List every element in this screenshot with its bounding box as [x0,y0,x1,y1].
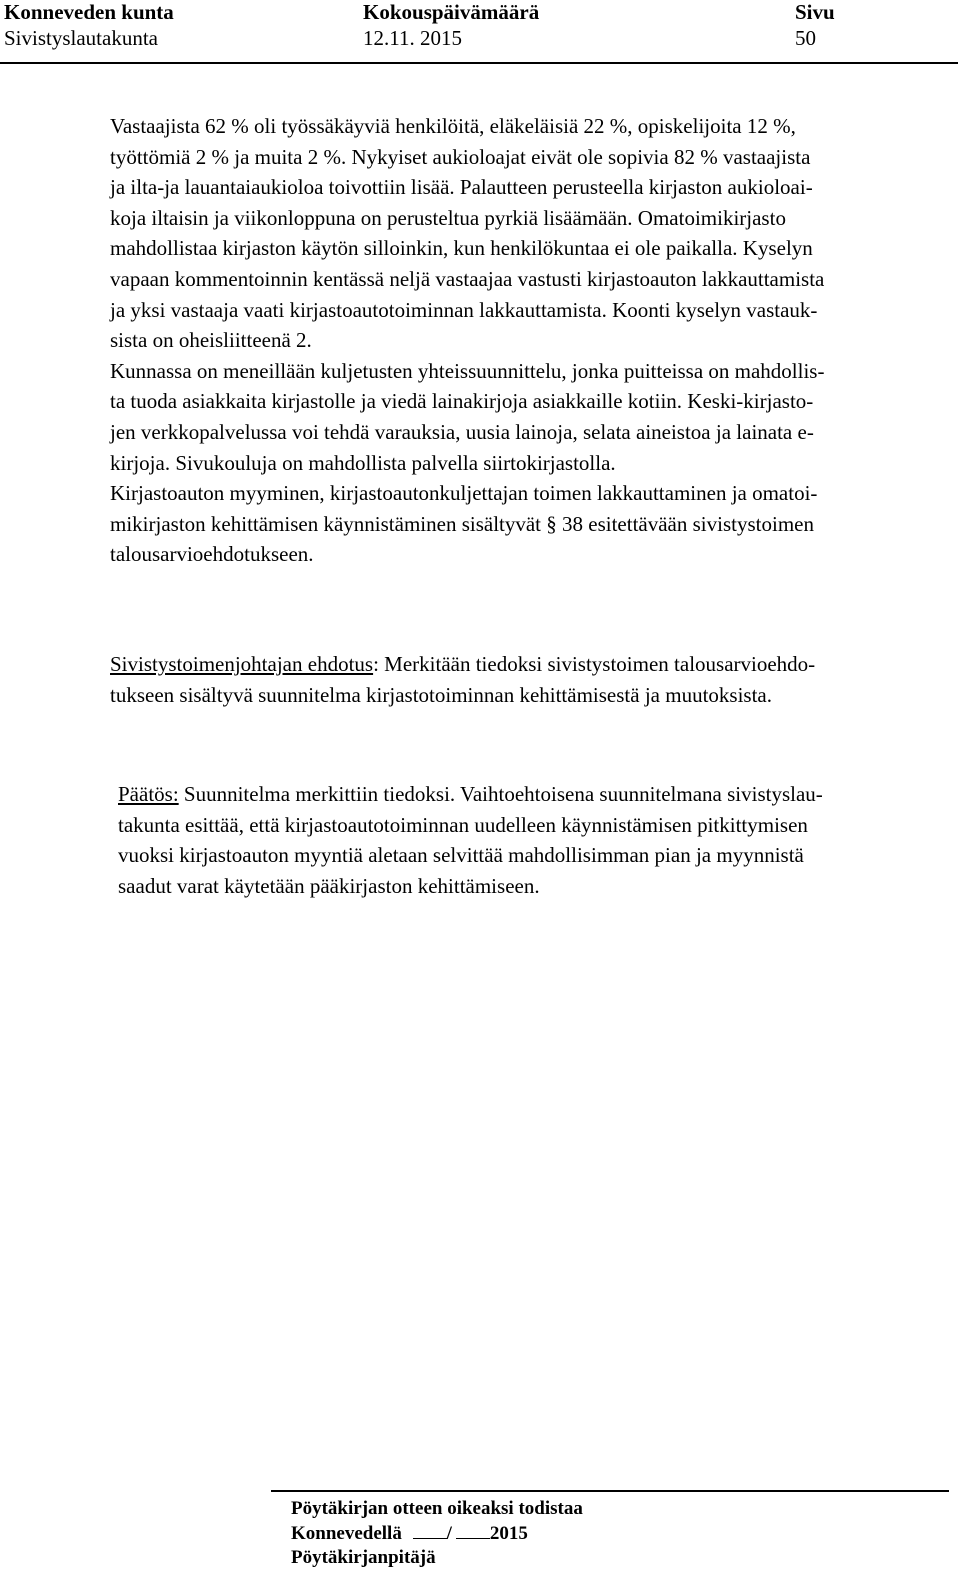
proposal-text: : Merkitään tiedoksi sivistystoimen talousarvioehdo- [373,652,816,676]
certification-place-date [291,1522,583,1547]
decision-line [118,779,928,810]
decision-line: takunta esittää, että kirjastoautotoiminnan uudelleen käynnistämisen pitkittymisen [118,812,808,837]
meeting-date: 12.11. 2015 [363,26,462,50]
proposal-line: tukseen sisältyvä suunnitelma kirjastotoiminnan kehittämisestä ja muutoksista. [110,682,772,707]
certification-year: 2015 [489,1522,528,1544]
body-line: ja yksi vastaaja vaati kirjastoautotoiminnan lakkauttamista. Koonti kyselyn vastauk- [110,297,818,322]
proposal-label: Sivistystoimenjohtajan ehdotus [110,652,374,676]
body-line: jen verkkopalvelussa voi tehdä varauksia, uusia lainoja, selata aineistoa ja lainata e- [110,419,814,444]
decision-text: Suunnitelma merkittiin tiedoksi. Vaihtoehtoisena suunnitelmana sivistyslau- [178,782,823,806]
place-name: Konnevedellä [291,1522,402,1544]
certification-text: Pöytäkirjan otteen oikeaksi todistaa [291,1498,583,1519]
board-name: Sivistyslautakunta [4,26,158,50]
decision-line: vuoksi kirjastoauton myyntiä aletaan selvittää mahdollisimman pian ja myynnistä [118,843,804,868]
page-header [0,0,960,64]
body-line: työttömiä 2 % ja muita 2 %. Nykyiset aukioloajat eivät ole sopivia 82 % vastaajista [110,144,811,169]
body-line: mahdollistaa kirjaston käytön silloinkin, kun henkilökuntaa ei ole paikalla. Kyselyn [110,236,813,261]
municipality-name: Konneveden kunta [4,0,174,24]
decision-section [118,779,928,901]
body-line: sista on oheisliitteenä 2. [110,328,312,353]
body-line: talousarvioehdotukseen. [110,542,314,567]
body-line: Kunnassa on meneillään kuljetusten yhteissuunnittelu, jonka puitteissa on mahdollis- [110,358,825,383]
signer-title: Pöytäkirjanpitäjä [291,1547,436,1568]
header-divider [0,62,958,64]
body-line: Kirjastoauton myyminen, kirjastoautonkuljettajan toimen lakkauttaminen ja omatoi- [110,481,818,506]
meeting-date-label: Kokouspäivämäärä [363,0,540,24]
body-line: Vastaajista 62 % oli työssäkäyviä henkilöitä, eläkeläisiä 22 %, opiskelijoita 12 %, [110,114,796,138]
body-line: koja iltaisin ja viikonloppuna on perusteltua pyrkiä lisäämään. Omatoimikirjasto [110,205,786,230]
page-number: 50 [795,26,816,50]
date-separator: / [446,1522,452,1544]
proposal-section [110,649,920,710]
body-line: vapaan kommentoinnin kentässä neljä vastaajaa vastusti kirjastoauton lakkauttamista [110,266,825,291]
decision-label: Päätös: [118,782,179,806]
page-label: Sivu [795,0,835,24]
proposal-line [110,649,920,680]
day-blank [413,1522,447,1539]
body-paragraphs [110,111,920,570]
body-line: mikirjaston kehittämisen käynnistäminen sisältyvät § 38 esitettävään sivistystoimen [110,511,814,536]
body-line: kirjoja. Sivukouluja on mahdollista palvella siirtokirjastolla. [110,450,616,475]
body-line: ta tuoda asiakkaita kirjastolle ja viedä lainakirjoja asiakkaille kotiin. Keski-kirjasto- [110,389,814,414]
body-line: ja ilta-ja lauantaiaukioloa toivottiin lisää. Palautteen perusteella kirjaston aukioloai- [110,175,813,200]
footer-divider [271,1490,949,1492]
certification-footer [291,1497,583,1571]
month-blank [456,1522,490,1539]
decision-line: saadut varat käytetään pääkirjaston kehittämiseen. [118,873,540,898]
